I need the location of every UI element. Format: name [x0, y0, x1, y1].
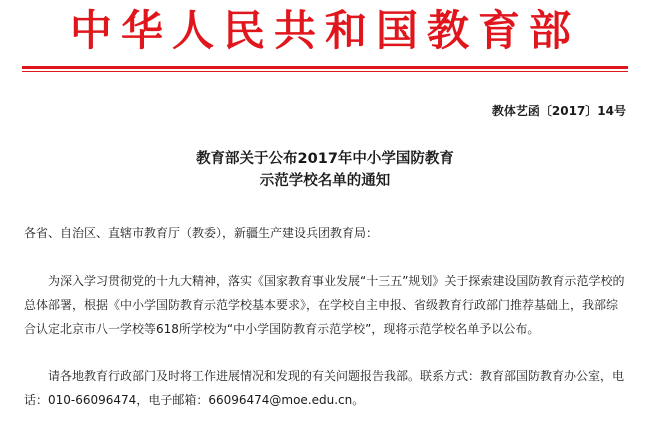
body-paragraph-2: 请各地教育行政部门及时将工作进展情况和发现的有关问题报告我部。联系方式：教育部国防教育办公室，电话：010-66096474，电子邮箱：66096474@moe.edu.cn。	[24, 369, 625, 407]
letterhead-red-rule-thick	[22, 66, 628, 69]
letterhead-title: 中华人民共和国教育部	[69, 6, 580, 55]
notice-title	[0, 148, 650, 192]
notice-title-line-1: 教育部关于公布2017年中小学国防教育	[196, 151, 454, 167]
body-paragraph-1: 为深入学习贯彻党的十九大精神，落实《国家教育事业发展“十三五”规划》关于探索建设国防教育示范学校的总体部署，根据《中小学国防教育示范学校基本要求》，在学校自主申报、省级教育行政部门推荐基础上，我部综合认定北京市八一学校等618所学校为“中小学国防教育示范学校”，现将示范学校名单予以公布。	[24, 274, 625, 336]
letterhead-red-rule-thin	[22, 71, 628, 72]
salutation: 各省、自治区、直辖市教育厅（教委），新疆生产建设兵团教育局：	[24, 226, 379, 240]
document-number: 教体艺函〔2017〕14号	[491, 104, 626, 118]
notice-title-line-2: 示范学校名单的通知	[259, 173, 391, 189]
